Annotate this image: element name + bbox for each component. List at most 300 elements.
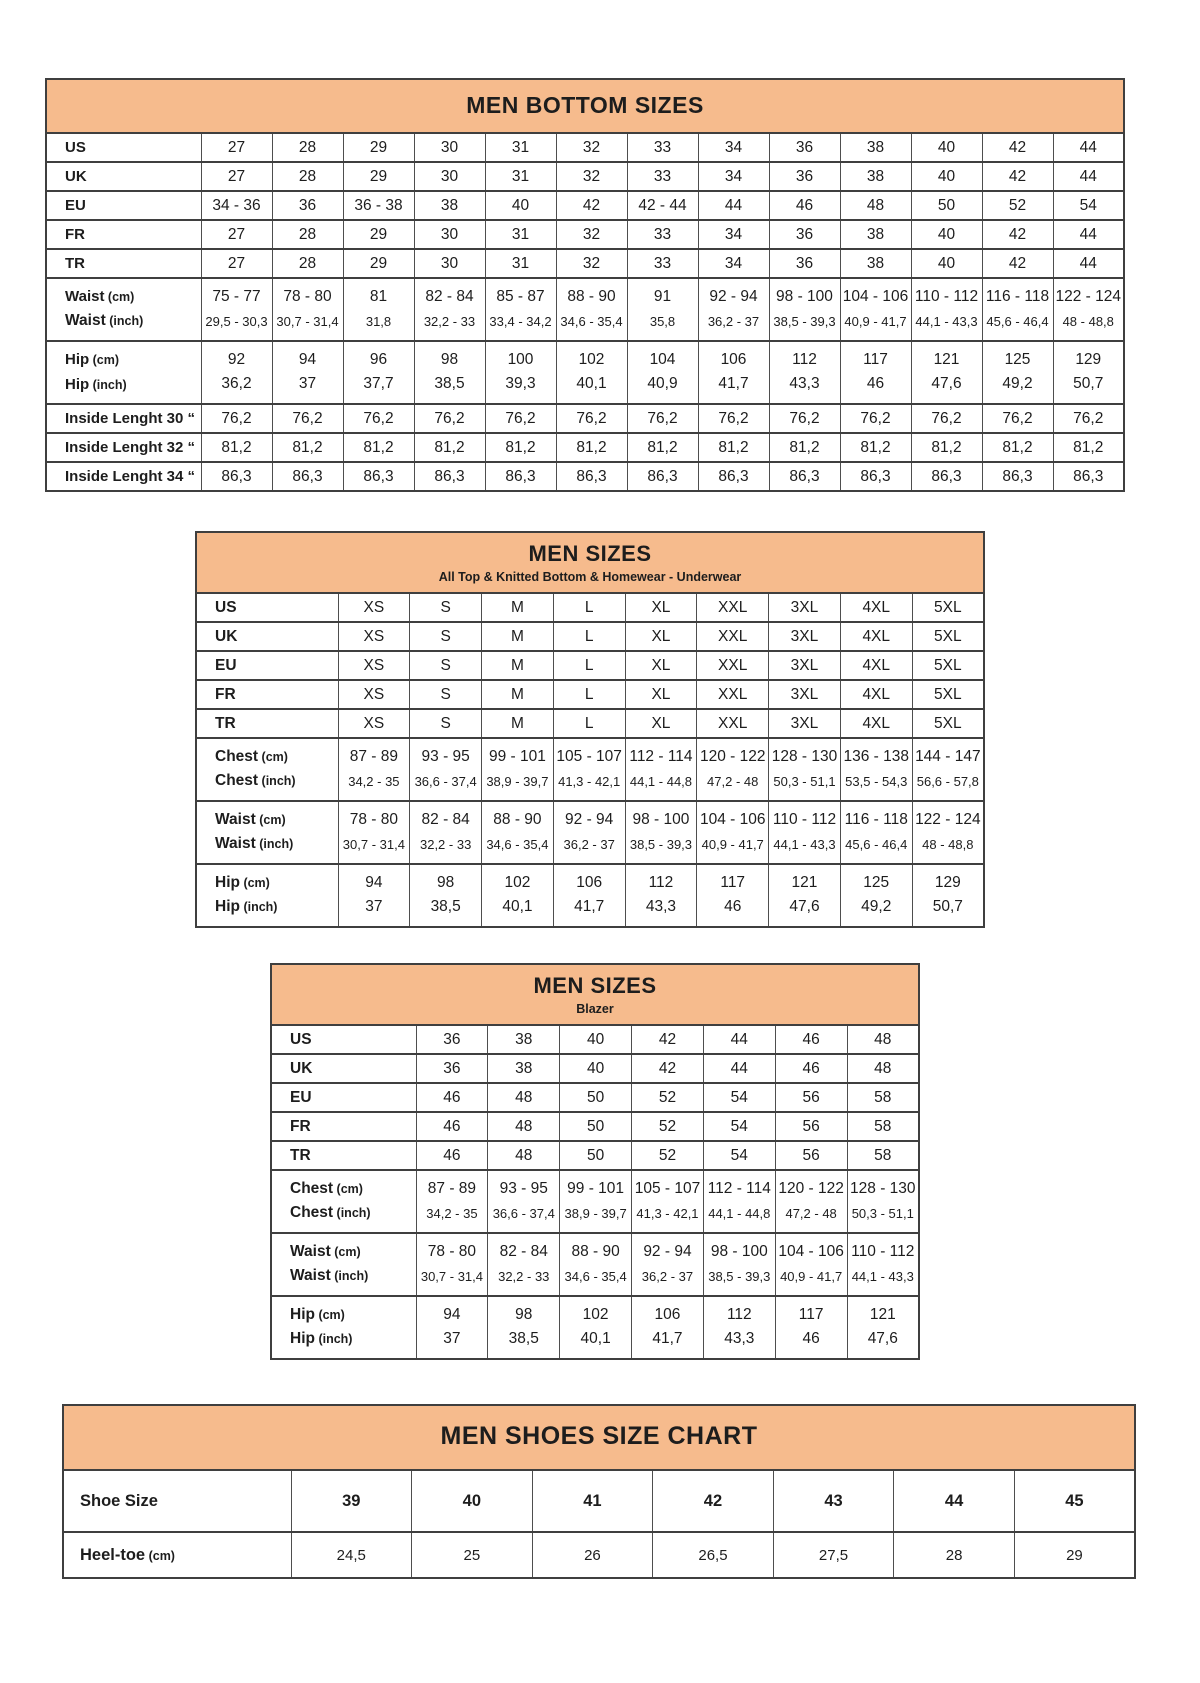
row-label: Inside Lenght 32 “ (65, 439, 196, 456)
cell-value: 41,3 - 42,1 (553, 769, 625, 801)
cell-value: 47,2 - 48 (775, 1201, 847, 1233)
table-row (271, 1112, 919, 1141)
cell-value: 50 (560, 1083, 632, 1112)
cell-value: 76,2 (272, 404, 343, 433)
row-label: TR (215, 714, 236, 732)
row-label: Hip (cm) (215, 873, 270, 891)
cell-value: 52 (632, 1141, 704, 1170)
cell-value: XL (625, 622, 697, 651)
cell-value: 30,7 - 31,4 (338, 832, 410, 864)
cell-value: 38 (488, 1054, 560, 1083)
cell-value: 58 (847, 1141, 919, 1170)
cell-value: 5XL (912, 651, 984, 680)
cell-value: 76,2 (1053, 404, 1124, 433)
row-label: Waist (cm) (215, 810, 286, 828)
cell-value: 110 - 112 (847, 1233, 919, 1264)
cell-value: 92 (201, 341, 272, 372)
cell-value: 37,7 (343, 372, 414, 404)
cell-value: 112 - 114 (625, 738, 697, 769)
cell-value: L (553, 593, 625, 622)
cell-value: 125 (982, 341, 1053, 372)
cell-value: 82 - 84 (488, 1233, 560, 1264)
cell-value: 47,2 - 48 (697, 769, 769, 801)
table-row (46, 249, 1124, 278)
cell-value: 40,9 - 41,7 (697, 832, 769, 864)
row-label-unit: (inch) (105, 314, 144, 328)
cell-value: 46 (775, 1327, 847, 1359)
table-row (271, 1233, 919, 1264)
cell-value: 81 (343, 278, 414, 309)
cell-value: 53,5 - 54,3 (840, 769, 912, 801)
table-row (196, 593, 984, 622)
cell-value: 48 (488, 1112, 560, 1141)
cell-value: 117 (840, 341, 911, 372)
cell-value: 34,6 - 35,4 (556, 309, 627, 341)
cell-value: 102 (556, 341, 627, 372)
cell-value: XXL (697, 680, 769, 709)
cell-value: 42 (653, 1470, 774, 1532)
cell-value: 86,3 (840, 462, 911, 491)
cell-value: 98 - 100 (769, 278, 840, 309)
cell-value: 45 (1014, 1470, 1135, 1532)
cell-value: 136 - 138 (840, 738, 912, 769)
cell-value: 30 (414, 249, 485, 278)
cell-value: 106 (553, 864, 625, 895)
cell-value: S (410, 709, 482, 738)
cell-value: 41,7 (698, 372, 769, 404)
cell-value: 27,5 (773, 1532, 894, 1578)
cell-value: 47,6 (847, 1327, 919, 1359)
row-label: Inside Lenght 30 “ (65, 410, 196, 427)
cell-value: 98 - 100 (703, 1233, 775, 1264)
cell-value: 40,9 (627, 372, 698, 404)
cell-value: 50 (560, 1141, 632, 1170)
cell-value: 112 (625, 864, 697, 895)
table-row (196, 801, 984, 832)
men-sizes-top-table (195, 531, 985, 928)
cell-value: 34,6 - 35,4 (482, 832, 554, 864)
cell-value: 58 (847, 1083, 919, 1112)
cell-value: 86,3 (485, 462, 556, 491)
cell-value: 96 (343, 341, 414, 372)
cell-value: 88 - 90 (482, 801, 554, 832)
cell-value: XS (338, 709, 410, 738)
cell-value: 106 (698, 341, 769, 372)
cell-value: 86,3 (911, 462, 982, 491)
cell-value: M (482, 593, 554, 622)
cell-value: 93 - 95 (410, 738, 482, 769)
cell-value: 5XL (912, 622, 984, 651)
cell-value: 86,3 (201, 462, 272, 491)
cell-value: 45,6 - 46,4 (840, 832, 912, 864)
cell-value: 86,3 (414, 462, 485, 491)
cell-value: 50,7 (912, 895, 984, 927)
cell-value: 56,6 - 57,8 (912, 769, 984, 801)
cell-value: 54 (1053, 191, 1124, 220)
cell-value: 105 - 107 (553, 738, 625, 769)
row-label: TR (290, 1146, 311, 1164)
table-row (46, 433, 1124, 462)
cell-value: 27 (201, 249, 272, 278)
cell-value: 44 (894, 1470, 1015, 1532)
cell-value: 125 (840, 864, 912, 895)
cell-value: 38,9 - 39,7 (560, 1201, 632, 1233)
cell-value: 99 - 101 (560, 1170, 632, 1201)
table-row (271, 1054, 919, 1083)
table-title-row (271, 964, 919, 1025)
cell-value: 32 (556, 249, 627, 278)
table-title: MEN SHOES SIZE CHART (440, 1422, 758, 1450)
row-label: Chest (inch) (215, 772, 296, 789)
row-label: UK (65, 168, 87, 185)
cell-value: 48 (847, 1025, 919, 1054)
cell-value: 104 - 106 (775, 1233, 847, 1264)
cell-value: 28 (272, 249, 343, 278)
cell-value: 42 (982, 162, 1053, 191)
cell-value: 44,1 - 43,3 (847, 1264, 919, 1296)
cell-value: XXL (697, 709, 769, 738)
cell-value: 98 (410, 864, 482, 895)
cell-value: 30 (414, 162, 485, 191)
row-label-unit: (cm) (330, 1244, 361, 1259)
cell-value: 91 (627, 278, 698, 309)
row-label: Inside Lenght 34 “ (65, 468, 196, 485)
row-label-unit: (cm) (89, 353, 120, 367)
cell-value: 34,6 - 35,4 (560, 1264, 632, 1296)
cell-value: 46 (775, 1025, 847, 1054)
cell-value: XS (338, 622, 410, 651)
men-bottom-sizes-table (45, 78, 1125, 492)
cell-value: 29 (343, 249, 414, 278)
cell-value: L (553, 680, 625, 709)
men-shoes-size-table (62, 1404, 1136, 1579)
cell-value: 38,5 (488, 1327, 560, 1359)
cell-value: 44 (698, 191, 769, 220)
cell-value: L (553, 709, 625, 738)
cell-value: 50 (560, 1112, 632, 1141)
cell-value: 44,1 - 43,3 (911, 309, 982, 341)
cell-value: 76,2 (698, 404, 769, 433)
row-label: FR (65, 226, 85, 243)
cell-value: 100 (485, 341, 556, 372)
cell-value: 50,3 - 51,1 (769, 769, 841, 801)
table-row (271, 1327, 919, 1359)
cell-value: 32 (556, 162, 627, 191)
cell-value: 86,3 (769, 462, 840, 491)
row-label: Hip (inch) (290, 1330, 353, 1347)
cell-value: 29 (343, 220, 414, 249)
table-row (63, 1470, 1135, 1532)
cell-value: 81,2 (1053, 433, 1124, 462)
cell-value: 46 (769, 191, 840, 220)
cell-value: 54 (703, 1083, 775, 1112)
cell-value: 81,2 (769, 433, 840, 462)
cell-value: 44,1 - 44,8 (703, 1201, 775, 1233)
row-label: EU (65, 197, 86, 214)
cell-value: 48 (847, 1054, 919, 1083)
cell-value: S (410, 593, 482, 622)
cell-value: L (553, 651, 625, 680)
row-label: Waist (cm) (65, 288, 135, 305)
cell-value: 81,2 (627, 433, 698, 462)
cell-value: 34,2 - 35 (416, 1201, 488, 1233)
table-row (196, 832, 984, 864)
cell-value: 43,3 (703, 1327, 775, 1359)
cell-value: 27 (201, 133, 272, 162)
row-label-unit: (cm) (239, 875, 270, 890)
cell-value: 25 (412, 1532, 533, 1578)
cell-value: 76,2 (556, 404, 627, 433)
cell-value: 92 - 94 (698, 278, 769, 309)
cell-value: 81,2 (485, 433, 556, 462)
cell-value: 30,7 - 31,4 (416, 1264, 488, 1296)
cell-value: 34 (698, 249, 769, 278)
cell-value: 4XL (840, 680, 912, 709)
table-title-row (196, 532, 984, 593)
cell-value: 33 (627, 133, 698, 162)
cell-value: 117 (697, 864, 769, 895)
cell-value: 36 - 38 (343, 191, 414, 220)
table-title-band (63, 1405, 1135, 1470)
cell-value: 37 (272, 372, 343, 404)
cell-value: 36 (769, 220, 840, 249)
table-row (63, 1532, 1135, 1578)
cell-value: 42 (632, 1054, 704, 1083)
row-label-unit: (inch) (314, 1332, 353, 1346)
cell-value: XXL (697, 593, 769, 622)
cell-value: 129 (1053, 341, 1124, 372)
row-label: Hip (inch) (215, 898, 278, 915)
table-title-row (63, 1405, 1135, 1470)
row-label-unit: (inch) (255, 837, 294, 851)
cell-value: 46 (416, 1112, 488, 1141)
cell-value: 24,5 (291, 1532, 412, 1578)
cell-value: 35,8 (627, 309, 698, 341)
cell-value: 86,3 (556, 462, 627, 491)
cell-value: 120 - 122 (697, 738, 769, 769)
cell-value: 54 (703, 1141, 775, 1170)
cell-value: 40,1 (482, 895, 554, 927)
cell-value: 46 (416, 1083, 488, 1112)
cell-value: 44,1 - 44,8 (625, 769, 697, 801)
row-label: Chest (inch) (290, 1204, 371, 1221)
cell-value: 128 - 130 (847, 1170, 919, 1201)
cell-value: M (482, 709, 554, 738)
cell-value: 38,9 - 39,7 (482, 769, 554, 801)
table-subtitle: Blazer (576, 1002, 614, 1016)
cell-value: 3XL (769, 651, 841, 680)
cell-value: 56 (775, 1083, 847, 1112)
cell-value: 112 (703, 1296, 775, 1327)
row-label: Hip (cm) (290, 1305, 345, 1323)
cell-value: 76,2 (627, 404, 698, 433)
cell-value: 31 (485, 162, 556, 191)
cell-value: 47,6 (769, 895, 841, 927)
cell-value: 86,3 (627, 462, 698, 491)
cell-value: 40 (911, 133, 982, 162)
cell-value: 48 - 48,8 (912, 832, 984, 864)
cell-value: 104 - 106 (697, 801, 769, 832)
cell-value: 94 (338, 864, 410, 895)
cell-value: 99 - 101 (482, 738, 554, 769)
cell-value: 5XL (912, 593, 984, 622)
cell-value: 40 (911, 162, 982, 191)
cell-value: 34,2 - 35 (338, 769, 410, 801)
cell-value: 38 (414, 191, 485, 220)
cell-value: 86,3 (1053, 462, 1124, 491)
cell-value: XS (338, 593, 410, 622)
cell-value: 26 (532, 1532, 653, 1578)
row-label-unit: (cm) (314, 1307, 345, 1322)
cell-value: 47,6 (911, 372, 982, 404)
cell-value: 76,2 (343, 404, 414, 433)
cell-value: 52 (632, 1083, 704, 1112)
cell-value: 4XL (840, 709, 912, 738)
table-row (196, 895, 984, 927)
cell-value: 98 (488, 1296, 560, 1327)
cell-value: 121 (847, 1296, 919, 1327)
cell-value: 50,7 (1053, 372, 1124, 404)
cell-value: 45,6 - 46,4 (982, 309, 1053, 341)
row-label: Chest (cm) (290, 1179, 363, 1197)
cell-value: 40 (485, 191, 556, 220)
row-label-unit: (cm) (104, 290, 135, 304)
cell-value: 122 - 124 (1053, 278, 1124, 309)
cell-value: 88 - 90 (560, 1233, 632, 1264)
cell-value: XL (625, 593, 697, 622)
cell-value: 102 (560, 1296, 632, 1327)
cell-value: 28 (272, 133, 343, 162)
cell-value: 88 - 90 (556, 278, 627, 309)
cell-value: 92 - 94 (553, 801, 625, 832)
cell-value: 44 (1053, 249, 1124, 278)
cell-value: 122 - 124 (912, 801, 984, 832)
cell-value: XXL (697, 622, 769, 651)
cell-value: 36 (769, 249, 840, 278)
cell-value: 29,5 - 30,3 (201, 309, 272, 341)
cell-value: 44 (1053, 220, 1124, 249)
cell-value: 36 (416, 1054, 488, 1083)
cell-value: 29 (343, 162, 414, 191)
cell-value: XXL (697, 651, 769, 680)
cell-value: 40 (560, 1054, 632, 1083)
cell-value: 81,2 (911, 433, 982, 462)
cell-value: 39 (291, 1470, 412, 1532)
cell-value: L (553, 622, 625, 651)
table-row (46, 191, 1124, 220)
cell-value: 116 - 118 (982, 278, 1053, 309)
cell-value: 98 - 100 (625, 801, 697, 832)
cell-value: 32,2 - 33 (410, 832, 482, 864)
cell-value: 27 (201, 162, 272, 191)
cell-value: 76,2 (485, 404, 556, 433)
cell-value: 82 - 84 (414, 278, 485, 309)
cell-value: 49,2 (840, 895, 912, 927)
cell-value: 38,5 - 39,3 (625, 832, 697, 864)
table-row (271, 1025, 919, 1054)
cell-value: 112 - 114 (703, 1170, 775, 1201)
cell-value: 27 (201, 220, 272, 249)
cell-value: 44 (703, 1025, 775, 1054)
cell-value: 50,3 - 51,1 (847, 1201, 919, 1233)
row-label: Waist (inch) (65, 312, 144, 329)
cell-value: 81,2 (840, 433, 911, 462)
cell-value: 30 (414, 220, 485, 249)
cell-value: 86,3 (698, 462, 769, 491)
cell-value: 81,2 (982, 433, 1053, 462)
cell-value: 38,5 (410, 895, 482, 927)
table-row (271, 1083, 919, 1112)
cell-value: 75 - 77 (201, 278, 272, 309)
cell-value: 33,4 - 34,2 (485, 309, 556, 341)
cell-value: 34 (698, 220, 769, 249)
cell-value: 50 (911, 191, 982, 220)
table-row (46, 220, 1124, 249)
cell-value: 42 (982, 133, 1053, 162)
table-row (196, 738, 984, 769)
cell-value: 56 (775, 1141, 847, 1170)
cell-value: 76,2 (911, 404, 982, 433)
cell-value: 105 - 107 (632, 1170, 704, 1201)
table-row (46, 162, 1124, 191)
row-label: US (215, 598, 237, 616)
cell-value: 38 (840, 133, 911, 162)
cell-value: 30 (414, 133, 485, 162)
cell-value: 92 - 94 (632, 1233, 704, 1264)
cell-value: XL (625, 651, 697, 680)
cell-value: 49,2 (982, 372, 1053, 404)
cell-value: 48 (840, 191, 911, 220)
table-row (196, 769, 984, 801)
cell-value: 78 - 80 (272, 278, 343, 309)
cell-value: 36 (769, 162, 840, 191)
cell-value: 87 - 89 (416, 1170, 488, 1201)
cell-value: 76,2 (769, 404, 840, 433)
table-row (46, 372, 1124, 404)
cell-value: 31 (485, 249, 556, 278)
cell-value: 36,2 (201, 372, 272, 404)
cell-value: S (410, 651, 482, 680)
row-label-unit: (cm) (255, 812, 286, 827)
cell-value: 4XL (840, 593, 912, 622)
cell-value: 116 - 118 (840, 801, 912, 832)
row-label: EU (290, 1088, 312, 1106)
cell-value: 28 (272, 162, 343, 191)
cell-value: 48 (488, 1083, 560, 1112)
table-row (46, 309, 1124, 341)
cell-value: 26,5 (653, 1532, 774, 1578)
table-title-band (271, 964, 919, 1025)
cell-value: 46 (697, 895, 769, 927)
cell-value: 4XL (840, 622, 912, 651)
cell-value: 28 (894, 1532, 1015, 1578)
cell-value: 86,3 (272, 462, 343, 491)
cell-value: XL (625, 709, 697, 738)
cell-value: 87 - 89 (338, 738, 410, 769)
row-label-unit: (inch) (89, 377, 127, 392)
row-label: Shoe Size (80, 1491, 158, 1510)
table-subtitle: All Top & Knitted Bottom & Homewear - Underwear (438, 570, 742, 584)
row-label: Waist (inch) (290, 1267, 369, 1284)
cell-value: 32 (556, 220, 627, 249)
cell-value: 42 - 44 (627, 191, 698, 220)
cell-value: 38 (840, 162, 911, 191)
cell-value: XL (625, 680, 697, 709)
table-row (46, 341, 1124, 372)
table-title-band (46, 79, 1124, 133)
cell-value: 32,2 - 33 (414, 309, 485, 341)
cell-value: 94 (416, 1296, 488, 1327)
